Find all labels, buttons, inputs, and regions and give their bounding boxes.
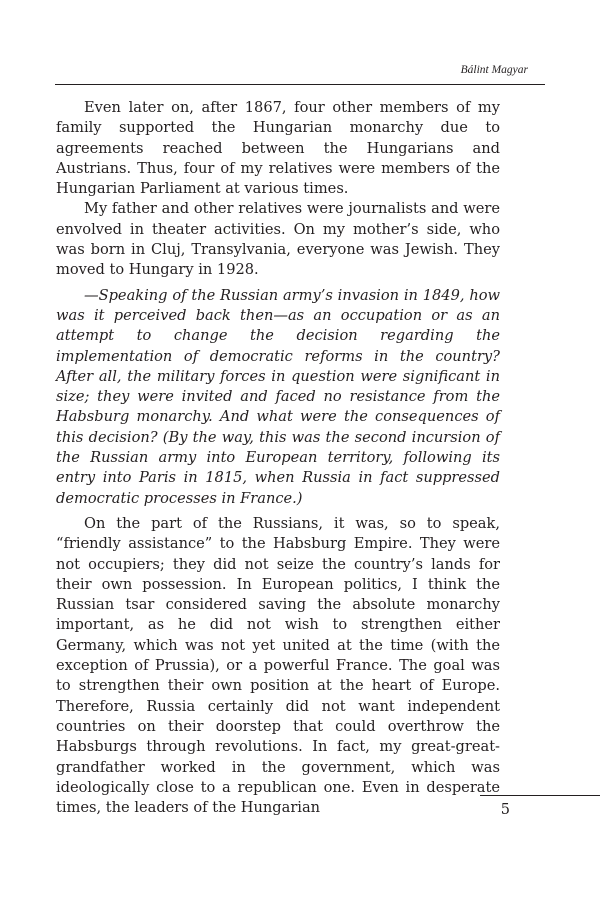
body-text <box>56 98 500 818</box>
footer-rule <box>480 795 600 796</box>
interview-question: —Speaking of the Russian army’s invasion in 1849, how was it perceived back then—as an occupation or as an attempt to change the decision regarding the implementation of democratic reforms in the country? After all, the military forces in question were significant in size; they were invited and faced no resistance from the Habsburg monarchy. And what were the consequences of this decision? (By the way, this was the second incursion of the Russian army into European territory, following its entry into Paris in 1815, when Russia in fact suppressed democratic processes in France.) <box>56 286 500 507</box>
paragraph-relatives-theater: My father and other relatives were journalists and were envolved in theater activities. On my mother’s side, who was born in Cluj, Transylvania, everyone was Jewish. They moved to Hungary in 1928. <box>56 200 500 279</box>
header-rule <box>55 84 545 85</box>
page-number: 5 <box>500 802 510 818</box>
running-header: Bálint Magyar <box>460 64 528 76</box>
paragraph-russian-assistance: On the part of the Russians, it was, so to speak, “friendly assistance” to the Habsburg Empire. They were not occupiers; they did not seize the country’s lands for their own possession. In European politics, I think the Russian tsar considered saving the absolute monarchy important, as he did not wish to strengthen either Germany, which was not yet united at the time (with the exception of Prussia), or a powerful France. The goal was to strengthen their own position at the heart of Europe. Therefore, Russia certainly did not want independent countries on their doorstep that could overthrow the Habsburgs through revolutions. In fact, my great-great-grandfather worked in the government, which was ideologically close to a republican one. Even in desperate times, the leaders of the Hungarian <box>56 514 500 817</box>
paragraph-family-monarchy: Even later on, after 1867, four other members of my family supported the Hungarian monarchy due to agreements reached between the Hungarians and Austrians. Thus, four of my relatives were members of the Hungarian Parliament at various times. <box>56 99 500 198</box>
